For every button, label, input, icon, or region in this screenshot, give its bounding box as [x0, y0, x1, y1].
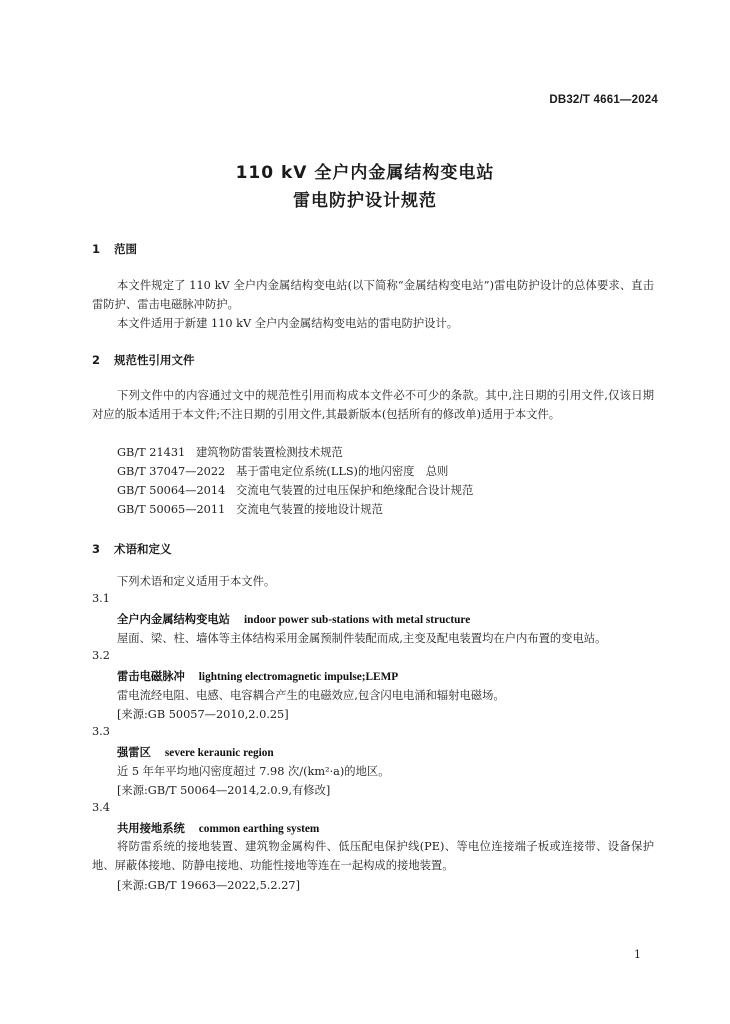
term-number: 3.2: [92, 649, 110, 662]
reference-code: GB/T 50064—2014: [117, 484, 226, 497]
term-heading: [117, 820, 319, 836]
reference-item: [117, 501, 383, 517]
term-source: [来源:GB/T 50064—2014,2.0.9,有修改]: [117, 784, 331, 797]
section-number: 1: [92, 242, 101, 256]
term-chinese: 强雷区: [117, 746, 151, 759]
term-source: [来源:GB 50057—2010,2.0.25]: [117, 708, 289, 721]
scope-paragraph-1: 本文件规定了 110 kV 全户内金属结构变电站(以下简称“金属结构变电站”)雷电防护设计的总体要求、直击雷防护、雷击电磁脉冲防护。: [92, 279, 654, 311]
section-title: 术语和定义: [114, 542, 172, 556]
terms-intro-paragraph: 下列术语和定义适用于本文件。: [117, 575, 276, 588]
references-intro-paragraph: 下列文件中的内容通过文中的规范性引用而构成本文件必不可少的条款。其中,注日期的引用文件,仅该日期对应的版本适用于本文件;不注日期的引用文件,其最新版本(包括所有的修改单)适用于本文件。: [92, 389, 654, 421]
term-definition: 雷电流经电阻、电感、电容耦合产生的电磁效应,包含闪电电涌和辐射电磁场。: [117, 689, 505, 702]
section-heading-terms: [92, 541, 172, 557]
section-title: 规范性引用文件: [114, 353, 195, 367]
reference-code: GB/T 50065—2011: [117, 503, 226, 516]
term-number: 3.4: [92, 801, 110, 814]
reference-name: 交流电气装置的接地设计规范: [236, 503, 383, 516]
term-english: common earthing system: [198, 823, 320, 835]
document-title-line2: 雷电防护设计规范: [293, 191, 437, 211]
term-number: 3.1: [92, 592, 110, 605]
term-heading: [117, 668, 398, 684]
section-number: 2: [92, 353, 101, 367]
term-chinese: 全户内金属结构变电站: [117, 613, 230, 626]
document-title-line1: 110 kV 全户内金属结构变电站: [235, 163, 495, 183]
term-heading: [117, 744, 274, 760]
term-number: 3.3: [92, 725, 110, 738]
page-number: 1: [634, 948, 641, 961]
term-english: lightning electromagnetic impulse;LEMP: [198, 671, 399, 683]
section-number: 3: [92, 542, 101, 556]
section-title: 范围: [114, 242, 137, 256]
reference-name: 交流电气装置的过电压保护和绝缘配合设计规范: [236, 484, 474, 497]
section-heading-scope: [92, 241, 137, 257]
term-source: [来源:GB/T 19663—2022,5.2.27]: [117, 879, 300, 892]
term-heading: [117, 611, 470, 627]
reference-code: GB/T 37047—2022: [117, 465, 226, 478]
reference-item: [117, 482, 473, 498]
reference-item: [117, 444, 343, 460]
term-definition: 屋面、梁、柱、墙体等主体结构采用金属预制件装配而成,主变及配电装置均在户内布置的变电站。: [117, 632, 607, 645]
term-chinese: 雷击电磁脉冲: [117, 670, 185, 683]
term-chinese: 共用接地系统: [117, 822, 185, 835]
reference-name: 基于雷电定位系统(LLS)的地闪密度 总则: [236, 465, 449, 478]
standard-number: DB32/T 4661—2024: [549, 94, 658, 106]
term-english: severe keraunic region: [164, 747, 274, 759]
reference-name: 建筑物防雷装置检测技术规范: [195, 446, 343, 459]
reference-item: [117, 463, 448, 479]
term-definition: 将防雷系统的接地装置、建筑物金属构件、低压配电保护线(PE)、等电位连接端子板或连接带、设备保护地、屏蔽体接地、防静电接地、功能性接地等连在一起构成的接地装置。: [92, 840, 654, 872]
scope-paragraph-2: 本文件适用于新建 110 kV 全户内金属结构变电站的雷电防护设计。: [117, 317, 459, 330]
reference-code: GB/T 21431: [117, 446, 186, 459]
section-heading-normative-references: [92, 352, 195, 368]
term-english: indoor power sub-stations with metal structure: [243, 614, 471, 626]
term-definition: 近 5 年年平均地闪密度超过 7.98 次/(km²·a)的地区。: [117, 765, 390, 778]
